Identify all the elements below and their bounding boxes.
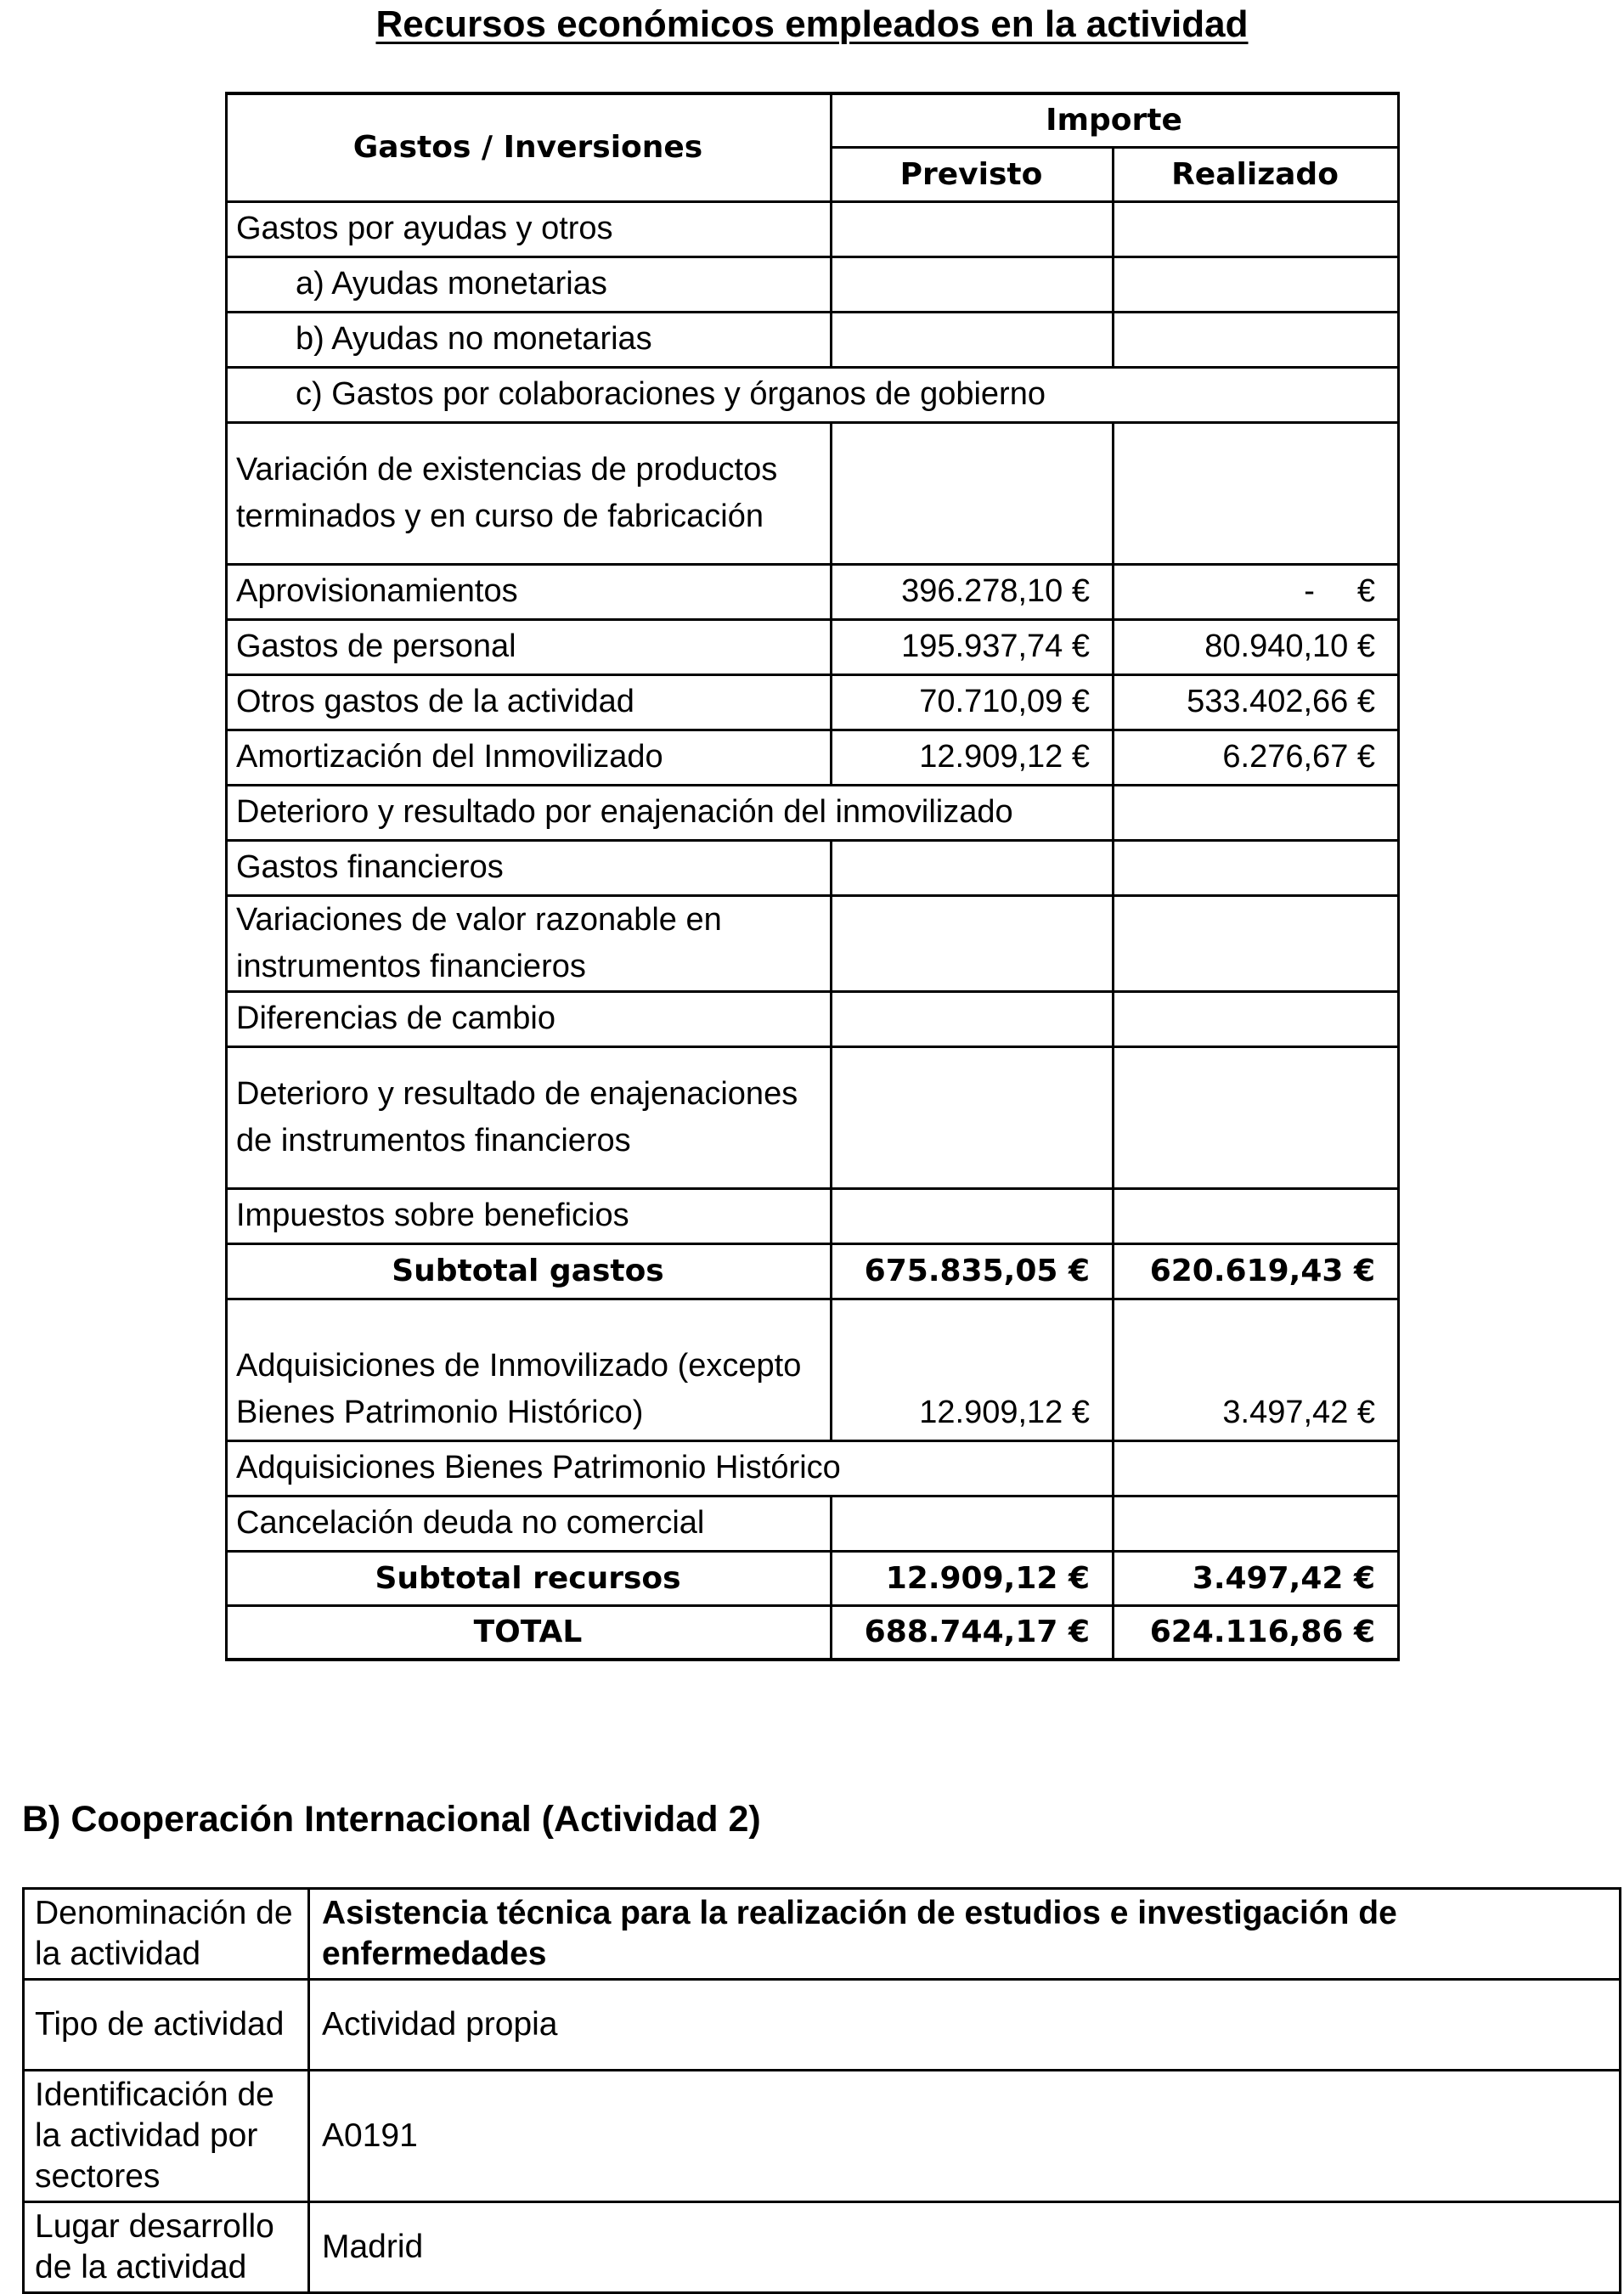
section-b-heading: B) Cooperación Internacional (Actividad 2)	[22, 1799, 761, 1840]
row-realizado	[1114, 367, 1399, 422]
row-previsto	[832, 991, 1114, 1046]
row-realizado	[1114, 840, 1399, 895]
row-label: Subtotal recursos	[227, 1551, 832, 1605]
header-previsto: Previsto	[832, 147, 1114, 201]
row-realizado: 80.940,10 €	[1114, 619, 1399, 674]
subtotal-gastos-row	[227, 1243, 1399, 1299]
info-label: Identificación de la actividad por sectores	[24, 2071, 309, 2202]
row-realizado	[1114, 895, 1399, 991]
currency-symbol: €	[1356, 573, 1376, 609]
row-previsto: 195.937,74 €	[832, 619, 1114, 674]
row-realizado: 624.116,86 €	[1114, 1605, 1399, 1660]
table-row	[227, 1188, 1399, 1243]
row-previsto	[832, 422, 1114, 564]
row-label: Amortización del Inmovilizado	[227, 730, 832, 785]
total-row	[227, 1605, 1399, 1660]
row-label: Adquisiciones Bienes Patrimonio Histórico	[227, 1440, 832, 1496]
row-previsto: 396.278,10 €	[832, 564, 1114, 619]
row-label: Subtotal gastos	[227, 1243, 832, 1299]
info-row	[24, 2071, 1621, 2202]
row-label: Otros gastos de la actividad	[227, 674, 832, 730]
row-previsto	[832, 1496, 1114, 1551]
row-realizado	[1114, 422, 1399, 564]
header-realizado: Realizado	[1114, 147, 1399, 201]
table-row	[227, 564, 1399, 619]
row-realizado	[1114, 1188, 1399, 1243]
info-value: Actividad propia	[309, 1980, 1621, 2071]
info-value: Madrid	[309, 2202, 1621, 2293]
row-label: Impuestos sobre beneficios	[227, 1188, 832, 1243]
table-row	[227, 785, 1399, 840]
row-label: Adquisiciones de Inmovilizado (excepto Bienes Patrimonio Histórico)	[227, 1299, 832, 1440]
info-value: Asistencia técnica para la realización de estudios e investigación de enfermedades	[309, 1889, 1621, 1980]
table-row	[227, 730, 1399, 785]
info-label: Lugar desarrollo de la actividad	[24, 2202, 309, 2293]
row-realizado	[1114, 256, 1399, 312]
info-value: A0191	[309, 2071, 1621, 2202]
row-previsto	[832, 1440, 1114, 1496]
row-realizado	[1114, 785, 1399, 840]
row-previsto: 688.744,17 €	[832, 1605, 1114, 1660]
table-row	[227, 367, 1399, 422]
row-previsto	[832, 895, 1114, 991]
table-row	[227, 619, 1399, 674]
row-realizado: 6.276,67 €	[1114, 730, 1399, 785]
activity-info-table	[22, 1887, 1621, 2294]
row-previsto: 675.835,05 €	[832, 1243, 1114, 1299]
row-label: Diferencias de cambio	[227, 991, 832, 1046]
table-row	[227, 1440, 1399, 1496]
row-label: Gastos por ayudas y otros	[227, 201, 832, 256]
table-row	[227, 422, 1399, 564]
row-realizado	[1114, 312, 1399, 367]
row-realizado: 3.497,42 €	[1114, 1551, 1399, 1605]
table-row	[227, 991, 1399, 1046]
row-label: Deterioro y resultado de enajenaciones de instrumentos financieros	[227, 1046, 832, 1188]
row-label: Cancelación deuda no comercial	[227, 1496, 832, 1551]
row-previsto	[832, 1188, 1114, 1243]
row-previsto: 12.909,12 €	[832, 1299, 1114, 1440]
header-gastos-inversiones: Gastos / Inversiones	[227, 93, 832, 201]
subtotal-recursos-row	[227, 1551, 1399, 1605]
table-row	[227, 1496, 1399, 1551]
dash-value: -	[1304, 573, 1315, 609]
row-realizado: 533.402,66 €	[1114, 674, 1399, 730]
row-realizado	[1114, 1046, 1399, 1188]
info-row	[24, 1889, 1621, 1980]
row-label: Gastos financieros	[227, 840, 832, 895]
table-row	[227, 256, 1399, 312]
table-row	[227, 674, 1399, 730]
row-previsto: 70.710,09 €	[832, 674, 1114, 730]
table-row	[227, 201, 1399, 256]
info-label: Denominación de la actividad	[24, 1889, 309, 1980]
table-header-row	[227, 93, 1399, 147]
row-label: c) Gastos por colaboraciones y órganos de gobierno	[227, 367, 832, 422]
row-label: Deterioro y resultado por enajenación del inmovilizado	[227, 785, 832, 840]
row-previsto: 12.909,12 €	[832, 730, 1114, 785]
info-label: Tipo de actividad	[24, 1980, 309, 2071]
row-realizado	[1114, 991, 1399, 1046]
table-row	[227, 895, 1399, 991]
table-row	[227, 312, 1399, 367]
row-previsto	[832, 256, 1114, 312]
row-previsto: 12.909,12 €	[832, 1551, 1114, 1605]
row-realizado: 620.619,43 €	[1114, 1243, 1399, 1299]
header-importe: Importe	[832, 93, 1399, 147]
row-previsto	[832, 840, 1114, 895]
table-row	[227, 1046, 1399, 1188]
row-realizado	[1114, 1496, 1399, 1551]
row-label: Variación de existencias de productos terminados y en curso de fabricación	[227, 422, 832, 564]
resources-table	[225, 92, 1400, 1661]
row-label: a) Ayudas monetarias	[227, 256, 832, 312]
row-label: Aprovisionamientos	[227, 564, 832, 619]
row-realizado	[1114, 1440, 1399, 1496]
table-row	[227, 1299, 1399, 1440]
row-realizado: 3.497,42 €	[1114, 1299, 1399, 1440]
page-title: Recursos económicos empleados en la actividad	[375, 3, 1249, 45]
row-previsto	[832, 1046, 1114, 1188]
row-previsto	[832, 201, 1114, 256]
row-realizado	[1114, 201, 1399, 256]
row-label: Gastos de personal	[227, 619, 832, 674]
row-realizado	[1114, 564, 1399, 619]
row-label: b) Ayudas no monetarias	[227, 312, 832, 367]
row-label: Variaciones de valor razonable en instrumentos financieros	[227, 895, 832, 991]
info-row	[24, 2202, 1621, 2293]
info-row	[24, 1980, 1621, 2071]
row-previsto	[832, 312, 1114, 367]
table-row	[227, 840, 1399, 895]
row-label: TOTAL	[227, 1605, 832, 1660]
